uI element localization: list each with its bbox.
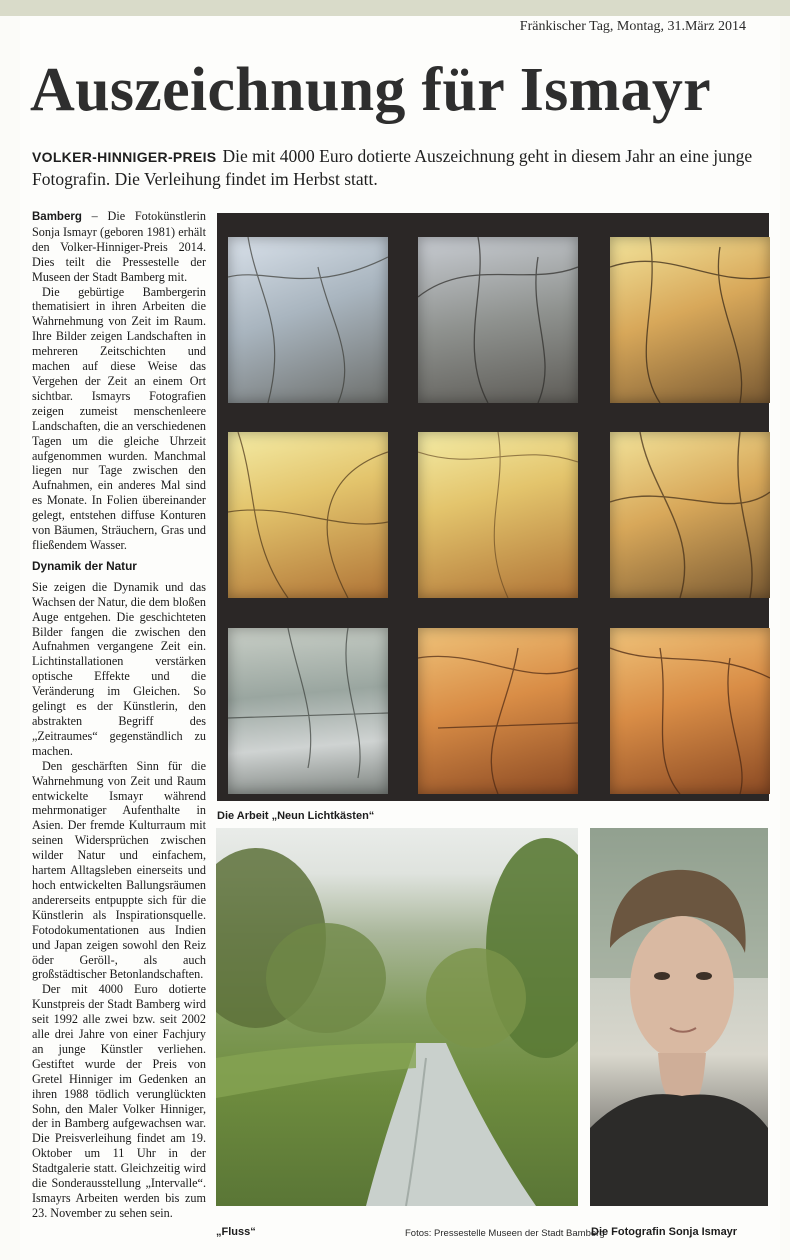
portrait-photo <box>590 828 768 1206</box>
paragraph-2: Die gebürtige Bambergerin thematisiert in ihren Arbeiten die Wahrnehmung von Zeit im Raum. Ihre Bilder zeigen Landschaften in mehreren Zeitschichten und machen auf diese Weise das Vergehen der Zeit an einem Ort sichtbar. Ismayrs Fotografien zeigen zumeist menschenleere Landschaften, die an verschiedenen Tagen um die gleiche Uhrzeit aufgenommen wurden. Manchmal liegen nur Tage zwischen den Aufnahmen, ein anderes Mal sind es Monate. In Folien übereinander gelegt, entstehen diffuse Konturen von Bäumen, Sträuchern, Gras und fließendem Wasser. <box>32 284 206 552</box>
headline: Auszeichnung für Ismayr <box>30 56 711 124</box>
lightbox-cell <box>418 432 578 598</box>
lightbox-cell <box>228 432 388 598</box>
branches-graphic <box>610 237 770 403</box>
lightbox-cell <box>418 237 578 403</box>
place-dateline: Bamberg <box>32 211 82 223</box>
photo-credit: Fotos: Pressestelle Museen der Stadt Bamberg <box>405 1228 605 1239</box>
subheading: Dynamik der Natur <box>32 558 137 573</box>
lightbox-cell <box>418 628 578 794</box>
kicker <box>32 145 762 190</box>
paragraph-1 <box>32 209 206 285</box>
branches-graphic <box>228 237 388 403</box>
river-scene-graphic <box>216 828 578 1206</box>
branches-graphic <box>418 628 578 794</box>
paragraph-1-text: – Die Fotokünstlerin Sonja Ismayr (geboren 1981) erhält den Volker-Hinniger-Preis 2014. Dies teilt die Pressestelle der Museen der Stadt Bamberg mit. <box>32 209 206 284</box>
branches-graphic <box>610 628 770 794</box>
article-body <box>32 209 206 1221</box>
portrait-caption: Die Fotografin Sonja Ismayr <box>591 1226 738 1238</box>
kicker-text: Die mit 4000 Euro dotierte Auszeichnung geht in diesem Jahr an eine junge Fotografin. Die Verleihung findet im Herbst statt. <box>32 146 753 189</box>
lightbox-cell <box>610 432 770 598</box>
lightbox-cell <box>228 237 388 403</box>
river-photo <box>216 828 578 1206</box>
paragraph-5: Der mit 4000 Euro dotierte Kunstpreis der Stadt Bamberg wird seit 1992 alle zwei bzw. seit 2002 alle drei Jahre von einer Fachjury an junge Künstler verliehen. Gestiftet wurde der Preis von Gretel Hinniger im Gedenken an ihren 1988 tödlich verunglückten Sohn, den Maler Volker Hinniger, der in Bamberg aufgewachsen war. Die Preisverleihung findet am 19. Oktober um 11 Uhr in der Stadtgalerie statt. Gleichzeitig wird die Sonderausstellung „Intervalle“. Ismayrs Arbeiten werden bis zum 23. November zu sehen sein. <box>32 982 206 1220</box>
kicker-label: VOLKER-HINNIGER-PREIS <box>32 149 217 165</box>
lightbox-photo <box>217 213 769 801</box>
river-caption: „Fluss“ <box>216 1226 256 1238</box>
lightbox-cell <box>610 237 770 403</box>
branches-graphic <box>228 432 388 598</box>
newspaper-dateline: Fränkischer Tag, Montag, 31.März 2014 <box>519 19 746 34</box>
portrait-graphic <box>590 828 768 1206</box>
scan-top-band <box>0 0 790 16</box>
lightbox-cell <box>228 628 388 794</box>
branches-graphic <box>228 628 388 794</box>
paragraph-3: Sie zeigen die Dynamik und das Wachsen der Natur, die dem bloßen Auge entgehen. Die geschichteten Bilder fangen die zwischen den Aufnahmen vergangene Zeit ein. Lichtinstallationen verstärken optische Effekte und die Veränderung im Gleichen. So gelingt es der Künstlerin, den abstrakten Begriff des „Zeitraumes“ gegenständlich zu machen. <box>32 579 206 758</box>
branches-graphic <box>418 237 578 403</box>
lightbox-cell <box>610 628 770 794</box>
branches-graphic <box>418 432 578 598</box>
branches-graphic <box>610 432 770 598</box>
lightbox-caption: Die Arbeit „Neun Lichtkästen“ <box>217 810 375 822</box>
paragraph-4: Den geschärften Sinn für die Wahrnehmung von Zeit und Raum entwickelte Ismayr während mehrmonatiger Aufenthalte in Asien. Der fremde Kulturraum mit seinen Widersprüchen zwischen wilder Natur und einfachem, hartem Alltagsleben einerseits und hoch entwickelten Ballungsräumen andererseits entpuppte sich für die Künstlerin als Inspirationsquelle. Fotodokumentationen aus Indien und Japan zeigen sowohl den Reiz öder Geröll-, als auch großstädtischer Betonlandschaften. <box>32 758 206 982</box>
